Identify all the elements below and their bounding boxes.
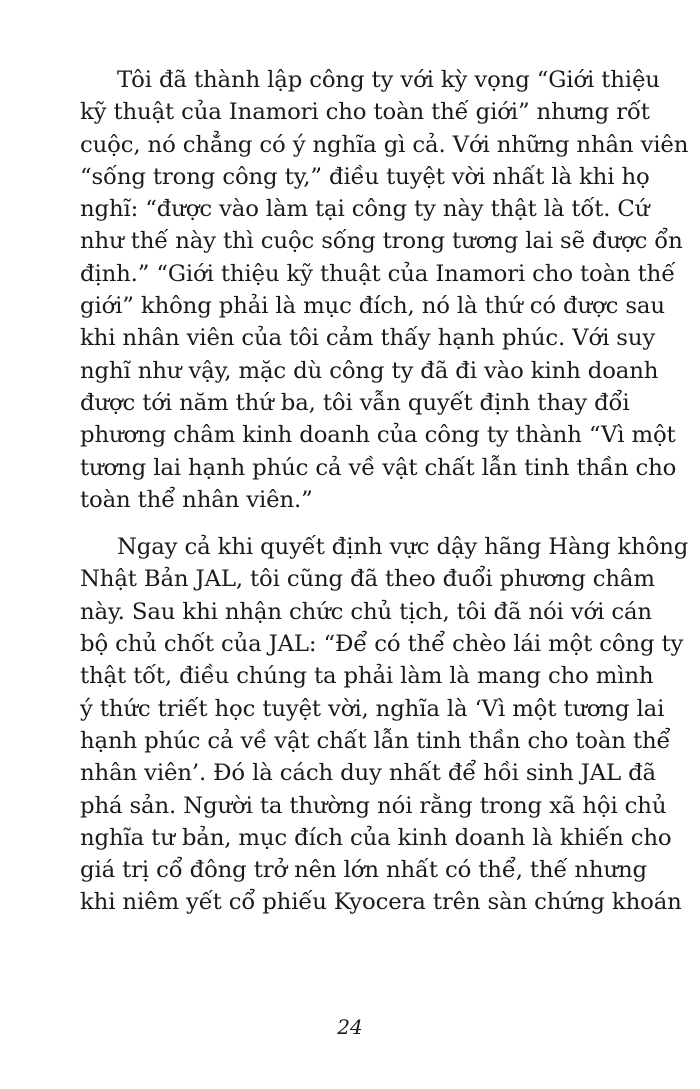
text-line: hạnh phúc cả về vật chất lẫn tinh thần cho toàn thể <box>80 727 671 754</box>
text-line: Ngay cả khi quyết định vực dậy hãng Hàng không <box>117 534 689 561</box>
text-line: ý thức triết học tuyệt vời, nghĩa là ‘Vì một tương lai <box>80 695 665 722</box>
paragraph-1 <box>80 64 689 516</box>
text-line: thật tốt, điều chúng ta phải làm là mang cho mình <box>80 663 654 690</box>
text-line: nghĩa tư bản, mục đích của kinh doanh là khiến cho <box>80 824 672 851</box>
text-line: nghĩ: “được vào làm tại công ty này thật là tốt. Cứ <box>80 196 650 223</box>
text-line: Tôi đã thành lập công ty với kỳ vọng “Giới thiệu <box>117 67 660 93</box>
text-line: toàn thể nhân viên.” <box>80 486 313 513</box>
text-line: này. Sau khi nhận chức chủ tịch, tôi đã nói với cán <box>80 598 652 625</box>
text-line: Nhật Bản JAL, tôi cũng đã theo đuổi phương châm <box>80 566 655 593</box>
text-line: phương châm kinh doanh của công ty thành “Vì một <box>80 422 676 449</box>
text-line: giá trị cổ đông trở nên lớn nhất có thể, thế nhưng <box>80 857 647 884</box>
text-line: bộ chủ chốt của JAL: “Để có thể chèo lái một công ty <box>80 631 684 658</box>
text-line: khi nhân viên của tôi cảm thấy hạnh phúc. Với suy <box>80 325 656 352</box>
text-line: giới” không phải là mục đích, nó là thứ có được sau <box>80 293 665 320</box>
page-number: 24 <box>337 1015 363 1039</box>
paragraph-spacer <box>80 516 625 531</box>
text-line: như thế này thì cuộc sống trong tương lai sẽ được ổn <box>80 228 683 255</box>
text-line: “sống trong công ty,” điều tuyệt vời nhất là khi họ <box>80 163 650 190</box>
text-line: kỹ thuật của Inamori cho toàn thế giới” nhưng rốt <box>80 99 650 126</box>
text-line: phá sản. Người ta thường nói rằng trong xã hội chủ <box>80 792 667 819</box>
text-line: khi niêm yết cổ phiếu Kyocera trên sàn chứng khoán <box>80 889 682 916</box>
text-line: tương lai hạnh phúc cả về vật chất lẫn tinh thần cho <box>80 454 677 481</box>
text-line: định.” “Giới thiệu kỹ thuật của Inamori cho toàn thế <box>80 260 676 287</box>
paragraph-2 <box>80 531 689 919</box>
text-line: nhân viên’. Đó là cách duy nhất để hồi sinh JAL đã <box>80 760 656 787</box>
body-text <box>80 64 689 919</box>
text-line: cuộc, nó chẳng có ý nghĩa gì cả. Với những nhân viên <box>80 131 689 158</box>
text-line: được tới năm thứ ba, tôi vẫn quyết định thay đổi <box>80 389 630 416</box>
text-line: nghĩ như vậy, mặc dù công ty đã đi vào kinh doanh <box>80 357 659 384</box>
